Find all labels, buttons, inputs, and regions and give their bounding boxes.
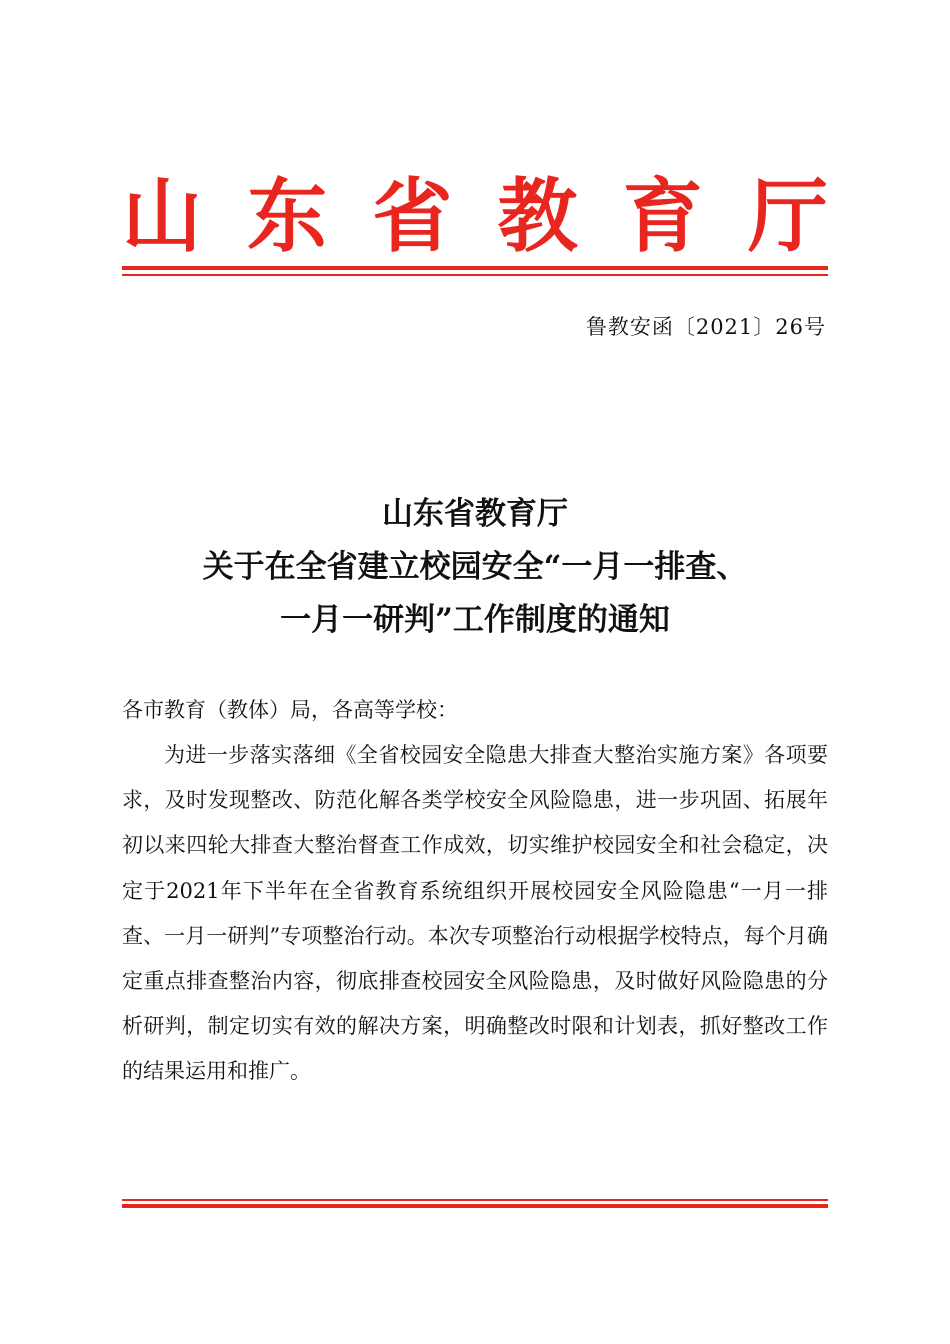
issuer-masthead [122,172,828,262]
masthead-char: 东 [247,170,328,263]
masthead-char: 育 [622,170,703,263]
salutation: 各市教育（教体）局，各高等学校： [122,698,458,722]
title-line-1: 山东省教育厅 [382,496,568,532]
masthead-char: 山 [122,170,202,263]
document-number: 鲁教安函〔2021〕26号 [585,315,826,339]
masthead-divider-thin [122,274,828,276]
masthead-char: 省 [372,170,453,263]
footer-divider-thick [122,1204,828,1208]
title-line-2: 关于在全省建立校园安全“一月一排查、 [202,549,748,585]
masthead-divider-thick [122,266,828,270]
body-paragraph: 为进一步落实落细《全省校园安全隐患大排查大整治实施方案》各项要求，及时发现整改、防范化解各类学校安全风险隐患，进一步巩固、拓展年初以来四轮大排查大整治督查工作成效，切实维护校园安全和社会稳定，决定于2021年下半年在全省教育系统组织开展校园安全风险隐患“一月一排查、一月一研判”专项整治行动。本次专项整治行动根据学校特点，每个月确定重点排查整治内容，彻底排查校园安全风险隐患，及时做好风险隐患的分析研判，制定切实有效的解决方案，明确整改时限和计划表，抓好整改工作的结果运用和推广。 [122,743,828,1084]
masthead-char: 教 [497,170,578,263]
masthead-char: 厅 [747,170,828,263]
document-title [60,488,890,647]
footer-divider-thin [122,1199,828,1201]
title-line-3: 一月一研判”工作制度的通知 [280,602,670,638]
